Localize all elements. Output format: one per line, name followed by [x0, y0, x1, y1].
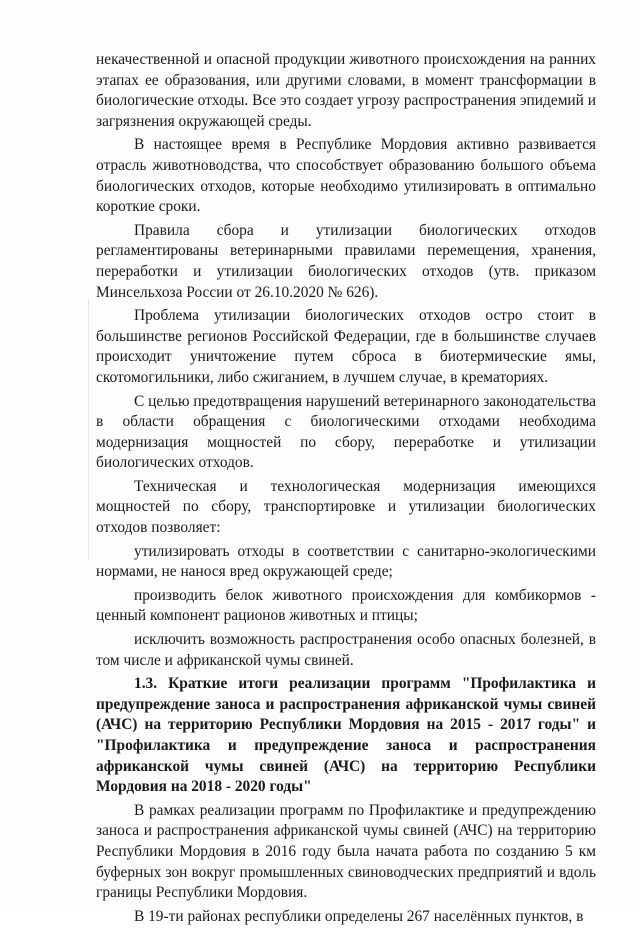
- paragraph-modernization-allows: Техническая и технологическая модернизация имеющихся мощностей по сбору, транспортировке и утилизации биологических отходов позволяет:: [96, 477, 596, 537]
- list-item-utilize: утилизировать отходы в соответствии с санитарно-экологическими нормами, не нанося вред окружающей среде;: [96, 542, 596, 581]
- paragraph-continuation: некачественной и опасной продукции животного происхождения на ранних этапах ее образования, или другими словами, в момент трансформации в биологические отходы. Все это создает угрозу распространения эпидемий и загрязнения окружающей среды.: [96, 51, 596, 130]
- paragraph-rules: Правила сбора и утилизации биологических отходов регламентированы ветеринарными правилами перемещения, хранения, переработки и утилизации биологических отходов (утв. приказом Минсельхоза России от 26.10.2020 № 626).: [96, 221, 596, 301]
- paragraph-buffer-zones: В рамках реализации программ по Профилактике и предупреждению заноса и распространения африканской чумы свиней (АЧС) на территорию Республики Мордовия в 2016 году была начата работа по созданию 5 км буферных зон вокруг промышленных свиноводческих предприятий и вдоль границы Республики Мордовия.: [96, 801, 596, 902]
- paragraph-livestock: В настоящее время в Республике Мордовия активно развивается отрасль животноводства, что способствует образованию большого объема биологических отходов, которые необходимо утилизировать в оптимально короткие сроки.: [96, 136, 596, 216]
- document-body: [96, 50, 596, 930]
- paragraph-districts: В 19-ти районах республики определены 267 населённых пунктов, в: [134, 907, 584, 925]
- list-item-protein: производить белок животного происхождения для комбикормов - ценный компонент рационов животных и птицы;: [96, 586, 596, 625]
- paragraph-modernization-goal: С целью предотвращения нарушений ветеринарного законодательства в области обращения с биологическими отходами необходима модернизация мощностей по сбору, переработке и утилизации биологических отходов.: [96, 392, 596, 472]
- list-item-exclude: исключить возможность распространения особо опасных болезней, в том числе и африканской чумы свиней.: [96, 631, 596, 669]
- section-heading-1-3: 1.3. Краткие итоги реализации программ "Профилактика и предупреждение заноса и распространения африканской чумы свиней (АЧС) на территорию Республики Мордовия на 2015 - 2017 годы" и "Профилактика и предупреждение заноса и распространения африканской чумы свиней (АЧС) на территорию Республики Мордовия на 2018 - 2020 годы": [96, 675, 596, 796]
- paragraph-problem: Проблема утилизации биологических отходов остро стоит в большинстве регионов Российской Федерации, где в большинстве случаев происходит уничтожение путем сброса в биотермические ямы, скотомогильники, либо сжиганием, в лучшем случае, в крематориях.: [96, 307, 596, 386]
- margin-scan-mark: [88, 300, 91, 560]
